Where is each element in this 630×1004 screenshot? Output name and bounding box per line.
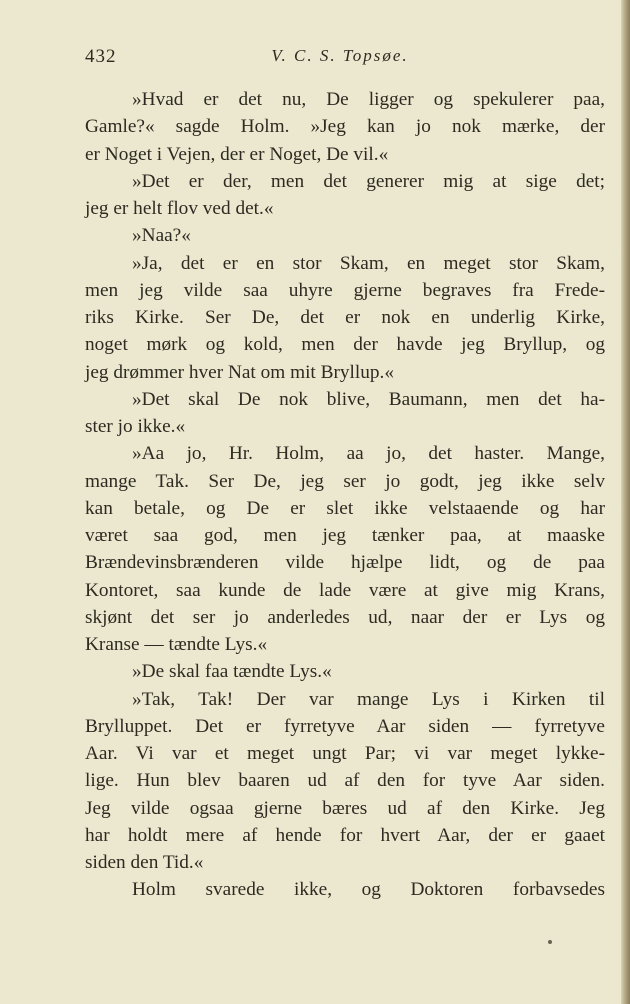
text-line: ster jo ikke.« xyxy=(85,416,186,437)
text-line: riks Kirke. Ser De, det er nok en underlig Kirke, xyxy=(85,307,605,328)
book-spine-edge xyxy=(621,0,630,1004)
running-head: V. C. S. Topsøe. xyxy=(271,46,409,65)
page-number: 432 xyxy=(85,46,117,67)
body-text xyxy=(85,86,605,904)
text-line: Kranse — tændte Lys.« xyxy=(85,634,268,655)
text-line: Brylluppet. Det er fyrretyve Aar siden — fyrretyve xyxy=(85,715,605,737)
text-line: jeg drømmer hver Nat om mit Bryllup.« xyxy=(85,361,394,383)
text-line: »Naa?« xyxy=(132,225,191,247)
text-line: »Ja, det er en stor Skam, en meget stor Skam, xyxy=(132,252,605,274)
text-line: noget mørk og kold, men der havde jeg Bryllup, og xyxy=(85,334,605,356)
text-line: har holdt mere af hende for hvert Aar, der er gaaet xyxy=(85,824,605,846)
text-line: »Det skal De nok blive, Baumann, men det ha- xyxy=(132,388,605,410)
text-line: mange Tak. Ser De, jeg ser jo godt, jeg ikke selv xyxy=(85,470,605,492)
text-line: jeg er helt flov ved det.« xyxy=(85,198,274,219)
text-line: »De skal faa tændte Lys.« xyxy=(132,661,332,683)
text-line: skjønt det ser jo anderledes ud, naar der er Lys og xyxy=(85,606,605,628)
text-line: »Det er der, men det generer mig at sige det; xyxy=(132,170,605,192)
scan-speck xyxy=(548,940,552,944)
text-line: Brændevinsbrænderen vilde hjælpe lidt, og de paa xyxy=(85,552,605,574)
text-line: er Noget i Vejen, der er Noget, De vil.« xyxy=(85,143,389,165)
text-line: Gamle?« sagde Holm. »Jeg kan jo nok mærke, der xyxy=(85,116,605,138)
text-line: »Hvad er det nu, De ligger og spekulerer paa, xyxy=(132,89,605,110)
text-line: Aar. Vi var et meget ungt Par; vi var meget lykke- xyxy=(85,743,605,764)
text-line: Kontoret, saa kunde de lade være at give mig Krans, xyxy=(85,579,605,601)
text-line: været saa god, men jeg tænker paa, at maaske xyxy=(85,525,605,546)
text-line: »Tak, Tak! Der var mange Lys i Kirken til xyxy=(132,688,605,710)
text-line: Holm svarede ikke, og Doktoren forbavsedes xyxy=(132,879,605,901)
text-line: Jeg vilde ogsaa gjerne bæres ud af den Kirke. Jeg xyxy=(85,797,605,819)
text-line: siden den Tid.« xyxy=(85,852,204,873)
text-line: kan betale, og De er slet ikke velstaaende og har xyxy=(85,497,605,519)
text-line: »Aa jo, Hr. Holm, aa jo, det haster. Mange, xyxy=(132,443,605,465)
text-line: men jeg vilde saa uhyre gjerne begraves fra Frede- xyxy=(85,279,605,301)
text-line: lige. Hun blev baaren ud af den for tyve Aar siden. xyxy=(85,770,605,792)
